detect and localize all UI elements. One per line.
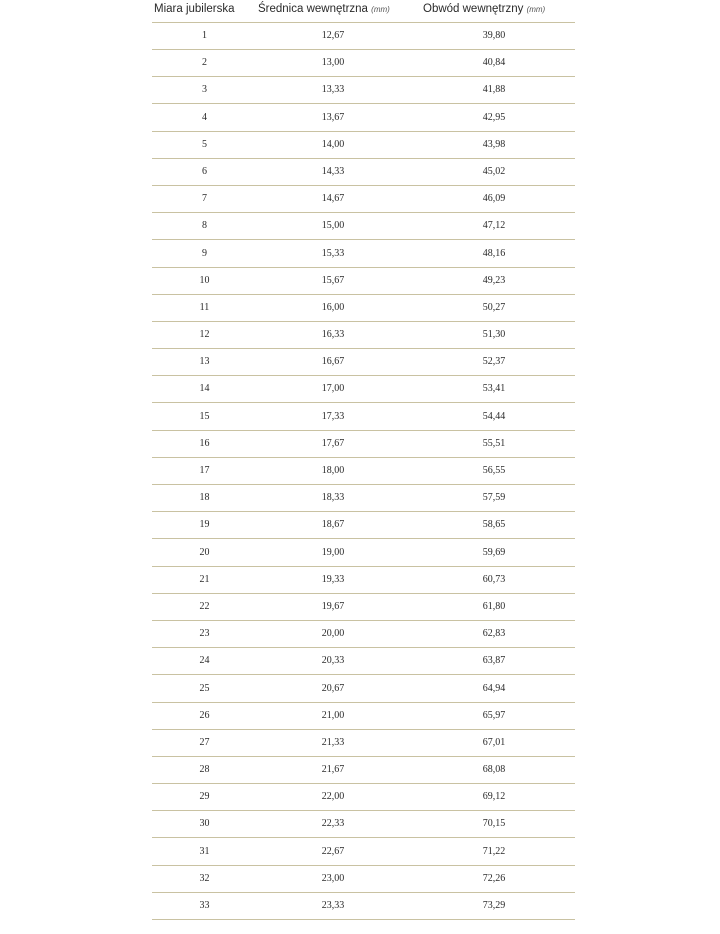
circumference-cell: 47,12	[482, 220, 506, 232]
diameter-cell: 16,33	[321, 329, 345, 341]
size-cell: 31	[199, 845, 210, 857]
table-row	[152, 50, 575, 77]
size-cell: 18	[199, 492, 210, 504]
size-cell: 16	[199, 437, 210, 449]
circumference-cell: 65,97	[482, 709, 506, 721]
diameter-cell: 14,33	[321, 165, 345, 177]
size-cell: 15	[199, 410, 210, 422]
table-row	[152, 540, 575, 567]
diameter-cell: 16,67	[321, 356, 345, 368]
circumference-cell: 63,87	[482, 655, 506, 667]
circumference-cell: 72,26	[482, 872, 506, 884]
size-cell: 12	[199, 329, 210, 341]
table-row	[152, 784, 575, 811]
size-cell: 17	[199, 465, 210, 476]
size-cell: 28	[199, 764, 210, 776]
diameter-cell: 22,67	[321, 845, 345, 857]
diameter-cell: 19,00	[321, 546, 345, 558]
table-row	[152, 132, 575, 159]
table-row	[152, 241, 575, 268]
size-cell: 5	[202, 138, 207, 150]
diameter-cell: 18,33	[321, 492, 345, 504]
table-row	[152, 839, 575, 866]
circumference-cell: 43,98	[482, 138, 506, 150]
circumference-cell: 50,27	[482, 301, 506, 313]
diameter-cell: 20,00	[321, 628, 345, 640]
circumference-cell: 48,16	[482, 247, 506, 259]
table-row	[152, 404, 575, 431]
table-row	[152, 730, 575, 757]
table-row	[152, 811, 575, 838]
size-cell: 19	[199, 519, 210, 531]
table-row	[152, 893, 575, 920]
table-row	[152, 866, 575, 893]
circumference-cell: 68,08	[482, 764, 506, 776]
table-row	[152, 213, 575, 240]
diameter-cell: 21,33	[321, 736, 345, 748]
size-cell: 4	[202, 111, 207, 123]
table-row	[152, 268, 575, 295]
circumference-cell: 51,30	[482, 329, 506, 341]
size-cell: 29	[199, 791, 210, 803]
table-row	[152, 621, 575, 648]
circumference-cell: 70,15	[482, 818, 506, 830]
header-size: Miara jubilerska	[154, 3, 235, 15]
table-row	[152, 757, 575, 784]
circumference-cell: 62,83	[482, 628, 506, 640]
table-row	[152, 676, 575, 703]
diameter-cell: 21,00	[321, 709, 345, 721]
diameter-cell: 19,67	[321, 600, 345, 612]
table-row	[152, 105, 575, 132]
size-cell: 27	[199, 736, 210, 748]
table-row	[152, 648, 575, 675]
circumference-cell: 60,73	[482, 573, 506, 585]
size-cell: 11	[199, 301, 210, 313]
diameter-cell: 15,00	[321, 220, 345, 232]
circumference-cell: 58,65	[482, 519, 506, 531]
size-cell: 20	[199, 546, 210, 558]
circumference-cell: 53,41	[482, 383, 506, 395]
diameter-cell: 21,67	[321, 764, 345, 776]
diameter-cell: 20,67	[321, 682, 345, 694]
size-cell: 25	[199, 682, 210, 694]
diameter-cell: 18,00	[321, 465, 345, 476]
circumference-cell: 42,95	[482, 111, 506, 123]
circumference-cell: 61,80	[482, 600, 506, 612]
size-cell: 21	[199, 573, 210, 585]
header-circumference: Obwód wewnętrzny (mm)	[423, 3, 546, 15]
table-row	[152, 567, 575, 594]
circumference-cell: 49,23	[482, 274, 506, 286]
table-row	[152, 458, 575, 485]
circumference-cell: 71,22	[482, 845, 506, 857]
table-row	[152, 77, 575, 104]
circumference-cell: 39,80	[482, 30, 506, 41]
size-cell: 30	[199, 818, 210, 830]
circumference-cell: 67,01	[482, 736, 506, 748]
diameter-cell: 12,67	[321, 30, 345, 41]
circumference-cell: 52,37	[482, 356, 506, 368]
size-cell: 2	[202, 57, 207, 69]
size-cell: 22	[199, 600, 210, 612]
circumference-cell: 40,84	[482, 57, 506, 69]
table-row	[152, 295, 575, 322]
table-row	[152, 485, 575, 512]
diameter-cell: 17,00	[321, 383, 345, 395]
table-header	[152, 0, 575, 22]
diameter-cell: 20,33	[321, 655, 345, 667]
size-cell: 26	[199, 709, 210, 721]
table-row	[152, 512, 575, 539]
size-cell: 14	[199, 383, 210, 395]
circumference-cell: 41,88	[482, 84, 506, 96]
diameter-cell: 19,33	[321, 573, 345, 585]
diameter-cell: 14,00	[321, 138, 345, 150]
diameter-cell: 18,67	[321, 519, 345, 531]
table-body	[152, 23, 575, 920]
diameter-cell: 22,33	[321, 818, 345, 830]
size-cell: 24	[199, 655, 210, 667]
size-cell: 8	[202, 220, 207, 232]
circumference-cell: 56,55	[482, 465, 506, 476]
size-cell: 10	[199, 274, 210, 286]
size-cell: 33	[199, 900, 210, 911]
circumference-cell: 46,09	[482, 193, 506, 205]
diameter-cell: 13,67	[321, 111, 345, 123]
size-cell: 1	[202, 30, 207, 41]
diameter-cell: 23,33	[321, 900, 345, 911]
ring-size-table	[152, 0, 575, 911]
circumference-cell: 59,69	[482, 546, 506, 558]
header-diameter: Średnica wewnętrzna (mm)	[258, 3, 390, 15]
size-cell: 23	[199, 628, 210, 640]
table-row	[152, 159, 575, 186]
diameter-cell: 22,00	[321, 791, 345, 803]
header-circumference-unit: (mm)	[526, 5, 546, 14]
diameter-cell: 17,67	[321, 437, 345, 449]
circumference-cell: 73,29	[482, 900, 506, 911]
header-diameter-unit: (mm)	[371, 5, 390, 14]
diameter-cell: 14,67	[321, 193, 345, 205]
circumference-cell: 45,02	[482, 165, 506, 177]
table-row	[152, 431, 575, 458]
table-row	[152, 376, 575, 403]
diameter-cell: 17,33	[321, 410, 345, 422]
size-cell: 9	[202, 247, 207, 259]
diameter-cell: 23,00	[321, 872, 345, 884]
circumference-cell: 64,94	[482, 682, 506, 694]
diameter-cell: 15,33	[321, 247, 345, 259]
circumference-cell: 57,59	[482, 492, 506, 504]
diameter-cell: 13,00	[321, 57, 345, 69]
table-row	[152, 349, 575, 376]
size-cell: 3	[202, 84, 207, 96]
size-cell: 32	[199, 872, 210, 884]
table-row	[152, 186, 575, 213]
table-row	[152, 322, 575, 349]
table-row	[152, 23, 575, 50]
circumference-cell: 69,12	[482, 791, 506, 803]
size-cell: 13	[199, 356, 210, 368]
circumference-cell: 55,51	[482, 437, 506, 449]
circumference-cell: 54,44	[482, 410, 506, 422]
table-row	[152, 594, 575, 621]
table-row	[152, 703, 575, 730]
size-cell: 7	[202, 193, 207, 205]
size-cell: 6	[202, 165, 207, 177]
diameter-cell: 13,33	[321, 84, 345, 96]
diameter-cell: 15,67	[321, 274, 345, 286]
diameter-cell: 16,00	[321, 301, 345, 313]
